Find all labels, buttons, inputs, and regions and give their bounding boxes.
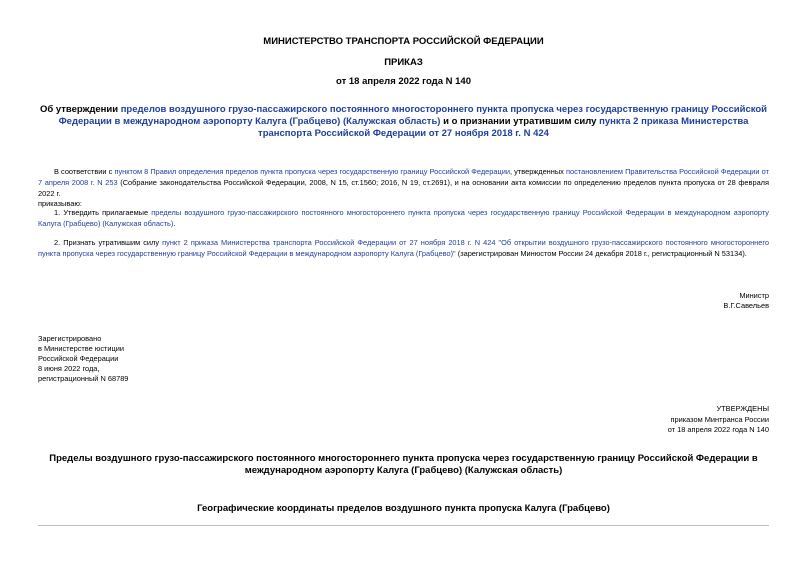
approval-line-2: приказом Минтранса России bbox=[670, 414, 769, 424]
title-text-pre: Об утверждении bbox=[39, 104, 121, 115]
item1-text-2: . bbox=[173, 219, 176, 228]
paragraph-item-1 bbox=[38, 207, 769, 229]
link-rules-point-8[interactable]: пунктом 8 Правил определения пределов пункта пропуска через государственную границу Российской Федерации bbox=[114, 167, 510, 176]
basis-text-3: (Собрание законодательства Российской Федерации, 2008, N 15, ст.1560; 2016, N 19, ст.2691), и на основании акта комиссии по определению пределов пункта пропуска от 28 февраля 2022 г. bbox=[38, 178, 769, 198]
approval-line-1: УТВЕРЖДЕНЫ bbox=[716, 404, 769, 413]
registration-line-1: Зарегистрировано bbox=[38, 334, 102, 343]
title-link-order-424[interactable]: пункта 2 приказа Министерства транспорта Российской Федерации от 27 ноября 2018 г. N 424 bbox=[258, 116, 749, 139]
order-date-number: от 18 апреля 2022 года N 140 bbox=[336, 76, 471, 87]
item2-text-2: (зарегистрирован Минюстом России 24 декабря 2018 г., регистрационный N 53134). bbox=[455, 249, 747, 258]
approval-line-3: от 18 апреля 2022 года N 140 bbox=[667, 425, 769, 434]
paragraph-basis bbox=[38, 166, 769, 199]
link-order-424-point-2[interactable]: пункт 2 приказа Министерства транспорта Российской Федерации от 27 ноября 2018 г. N 424 "Об открытии воздушного грузо-пассажирского постоянного многостороннего пункта пропуска через государственную границу Российской Федерации в международном аэропорту Калуга (Грабцево)" bbox=[38, 238, 769, 258]
registration-block bbox=[38, 334, 128, 384]
registration-line-3: Российской Федерации bbox=[38, 354, 119, 363]
ministry-heading: МИНИСТЕРСТВО ТРАНСПОРТА РОССИЙСКОЙ ФЕДЕРАЦИИ bbox=[263, 36, 544, 47]
approval-block bbox=[668, 404, 769, 436]
item1-text-1: 1. Утвердить прилагаемые bbox=[54, 208, 152, 217]
link-approved-limits[interactable]: пределы воздушного грузо-пассажирского постоянного многостороннего пункта пропуска через государственную границу Российской Федерации в международном аэропорту Калуга (Грабцево) (Калужская область) bbox=[38, 208, 769, 228]
title-text-mid: и о признании утратившим силу bbox=[440, 116, 600, 127]
divider-line bbox=[38, 525, 769, 526]
section-title: Географические координаты пределов воздушного пункта пропуска Калуга (Грабцево) bbox=[197, 503, 610, 514]
signature-name: В.Г.Савельев bbox=[723, 301, 769, 310]
registration-line-2: в Министерстве юстиции bbox=[38, 344, 125, 353]
basis-text-1: В соответствии с bbox=[54, 167, 115, 176]
basis-text-2: , утвержденных bbox=[510, 167, 566, 176]
paragraph-order-word: приказываю: bbox=[38, 199, 82, 208]
appendix-title: Пределы воздушного грузо-пассажирского постоянного многостороннего пункта пропуска через государственную границу Российской Федерации в международном аэропорту Калуга (Грабцево) (Калужская область) bbox=[49, 453, 758, 476]
link-government-decree-253[interactable]: постановлением Правительства Российской Федерации от 7 апреля 2008 г. N 253 bbox=[38, 167, 769, 187]
registration-line-4: 8 июня 2022 года, bbox=[38, 364, 100, 373]
doc-type-heading: ПРИКАЗ bbox=[384, 57, 423, 68]
signature-block bbox=[723, 291, 769, 311]
paragraph-item-2 bbox=[38, 237, 769, 259]
registration-line-5: регистрационный N 68789 bbox=[38, 374, 129, 383]
signature-position: Министр bbox=[739, 291, 769, 300]
order-title bbox=[38, 104, 769, 140]
title-link-limits[interactable]: пределов воздушного грузо-пассажирского постоянного многостороннего пункта пропуска через государственную границу Российской Федерации в международном аэропорту Калуга (Грабцево) (Калужская область) bbox=[58, 104, 768, 127]
item2-text-1: 2. Признать утратившим силу bbox=[54, 238, 163, 247]
